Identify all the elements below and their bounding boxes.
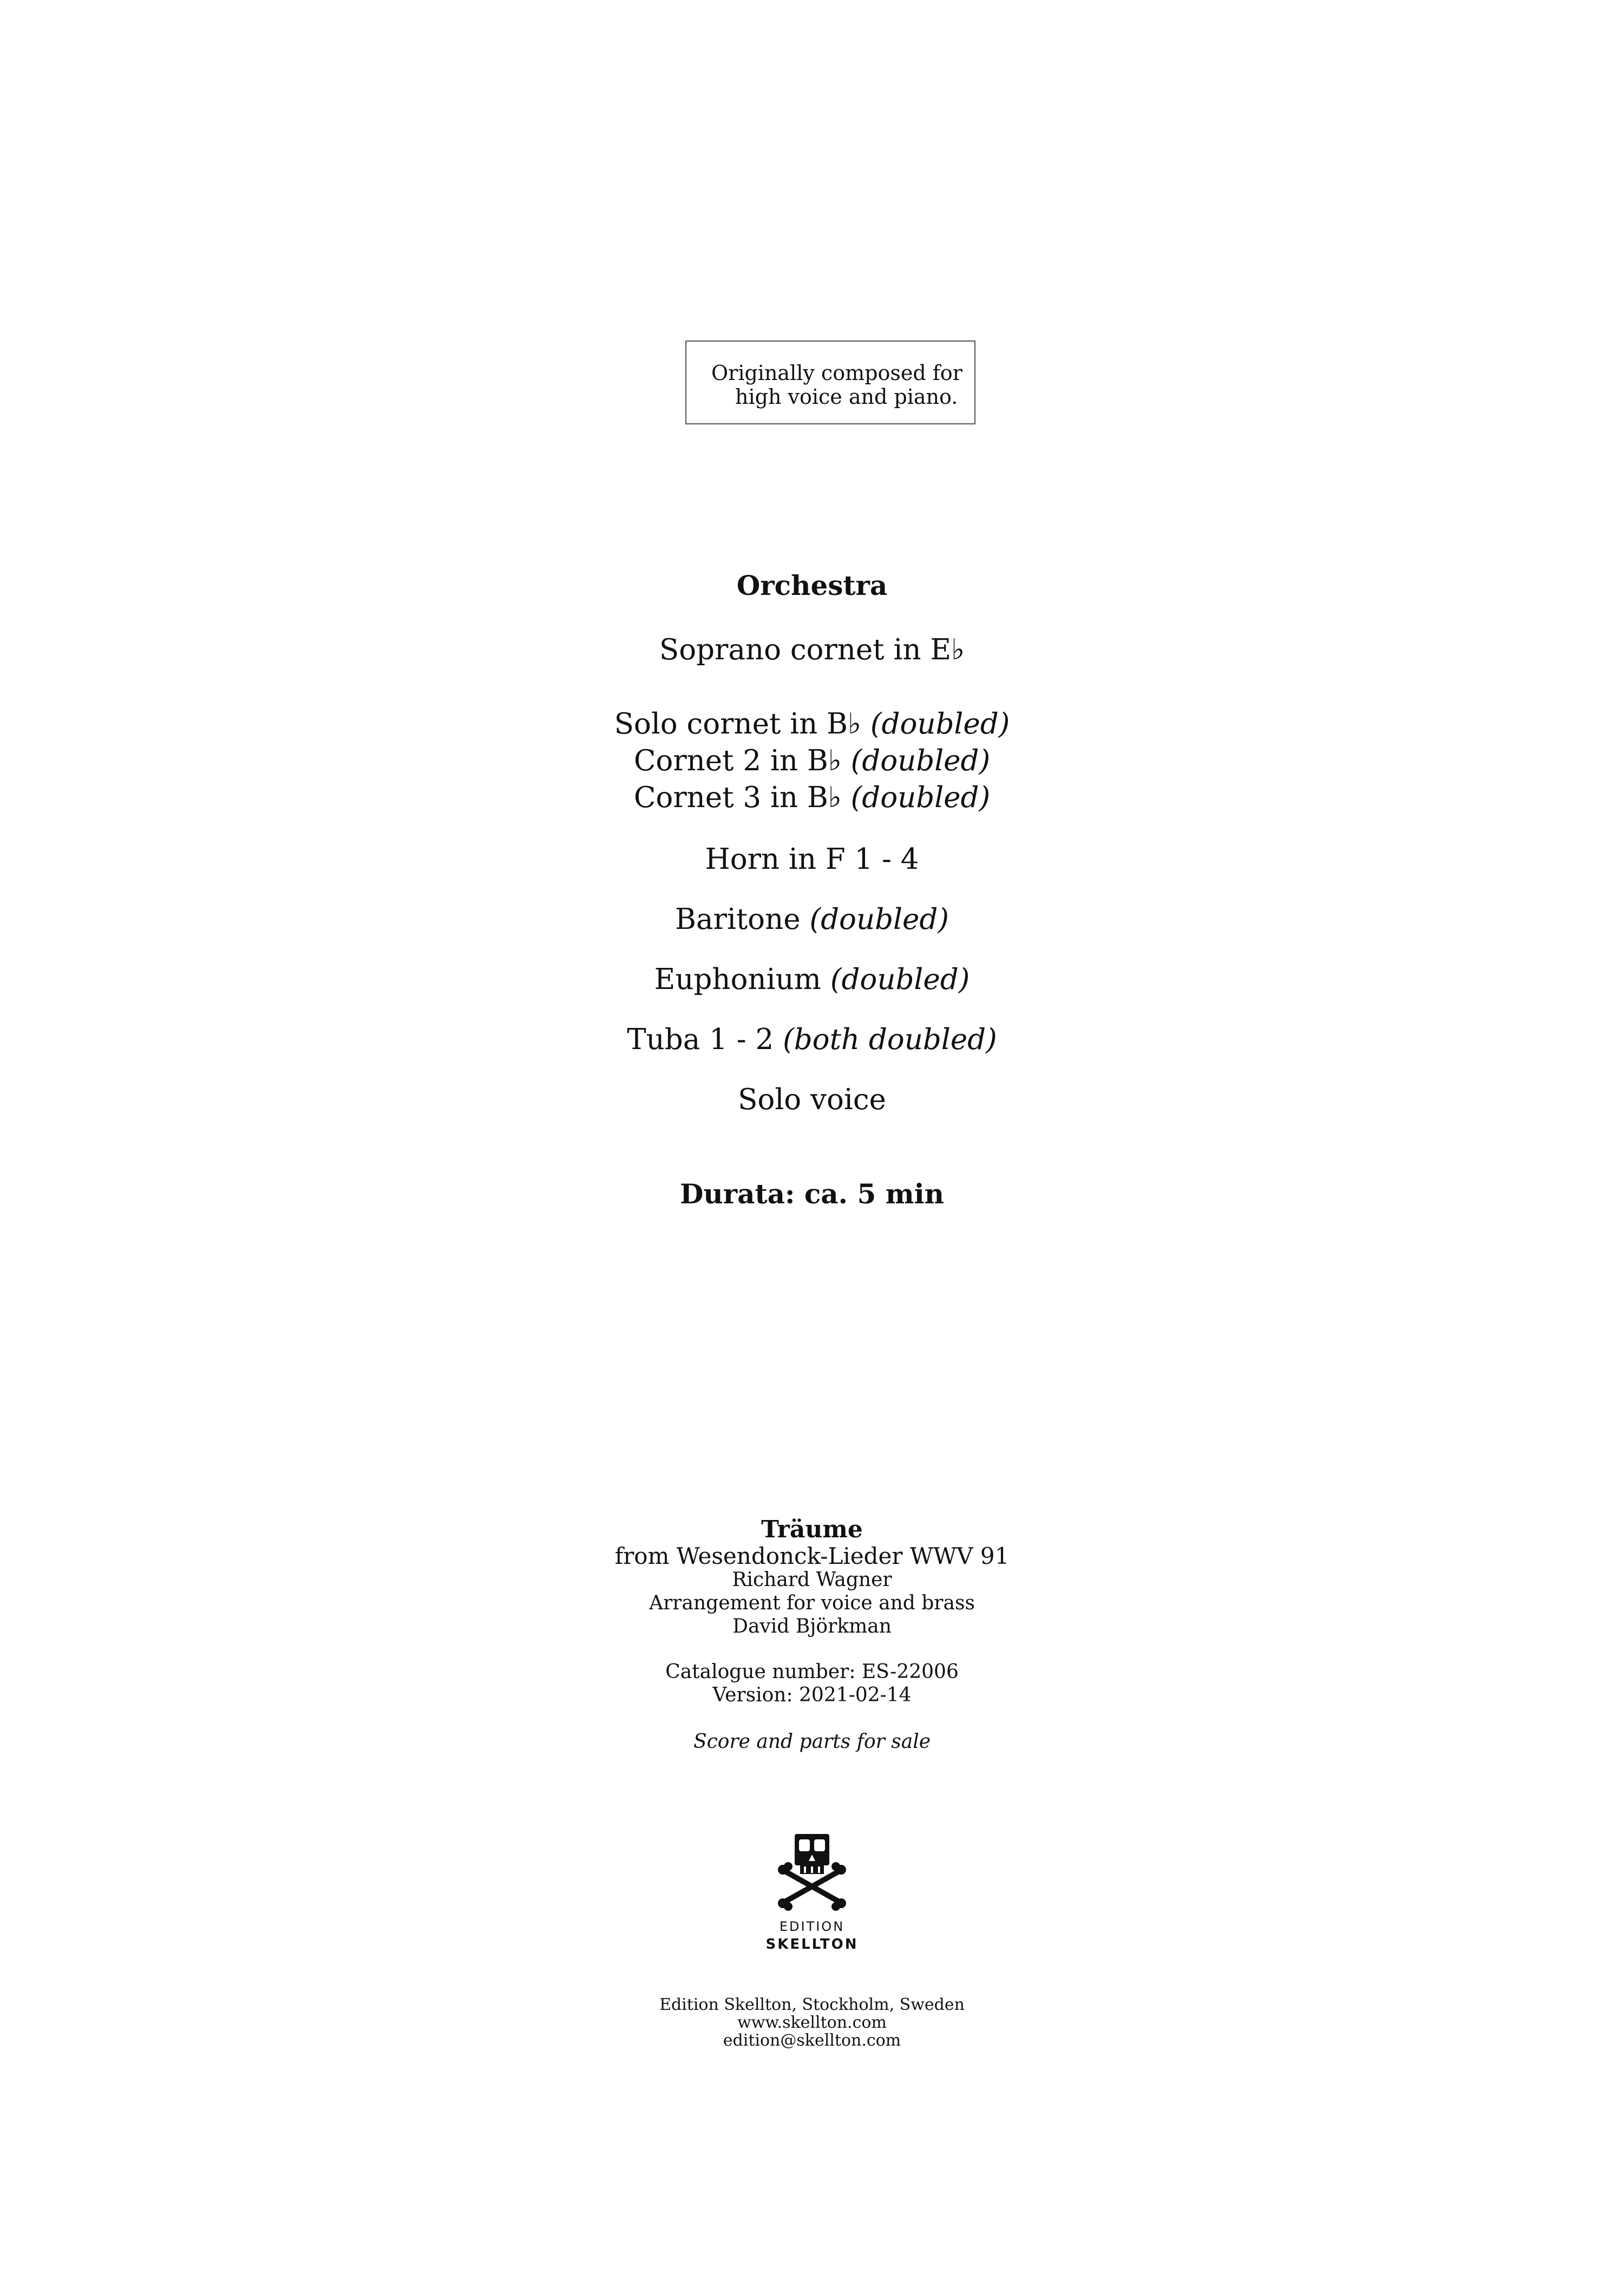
note-line-2: high voice and piano. bbox=[735, 385, 958, 409]
orchestra-heading: Orchestra bbox=[736, 569, 888, 601]
instrument-name: Cornet 2 in B♭ bbox=[633, 744, 842, 777]
arranger: David Björkman bbox=[732, 1615, 892, 1637]
duration: Durata: ca. 5 min bbox=[680, 1178, 944, 1210]
logo-text-skellton: SKELLTON bbox=[765, 1936, 859, 1953]
instrument-name: Horn in F 1 - 4 bbox=[705, 843, 919, 876]
instrument-name: Soprano cornet in E♭ bbox=[659, 633, 965, 666]
work-source: from Wesendonck-Lieder WWV 91 bbox=[614, 1543, 1010, 1569]
instrument-name: Tuba 1 - 2 bbox=[627, 1023, 774, 1056]
arrangement: Arrangement for voice and brass bbox=[649, 1592, 975, 1614]
instrument-cornet-3 bbox=[0, 781, 1624, 814]
version: Version: 2021-02-14 bbox=[712, 1684, 912, 1706]
instrument-qualifier: (both doubled) bbox=[783, 1023, 997, 1056]
publisher-email[interactable]: edition@skellton.com bbox=[723, 2031, 901, 2050]
publisher-address: Edition Skellton, Stockholm, Sweden bbox=[659, 1995, 965, 2014]
note-line-1: Originally composed for bbox=[711, 361, 962, 385]
instrument-qualifier: (doubled) bbox=[830, 963, 970, 996]
skull-crossbones-icon bbox=[774, 1830, 850, 1922]
instrument-name: Cornet 3 in B♭ bbox=[633, 781, 842, 814]
composer: Richard Wagner bbox=[732, 1569, 892, 1591]
instrument-name: Solo voice bbox=[738, 1083, 886, 1116]
instrument-qualifier: (doubled) bbox=[850, 744, 991, 777]
instrument-cornet-2 bbox=[0, 744, 1624, 777]
instrument-name: Euphonium bbox=[654, 963, 821, 996]
instrument-horn bbox=[0, 843, 1624, 876]
work-title: Träume bbox=[761, 1516, 863, 1543]
logo-text-edition: EDITION bbox=[779, 1919, 845, 1934]
availability: Score and parts for sale bbox=[693, 1731, 931, 1753]
instrument-soprano-cornet bbox=[0, 633, 1624, 666]
instrument-name: Baritone bbox=[675, 903, 801, 936]
instrument-tuba bbox=[0, 1023, 1624, 1056]
instrument-solo-voice bbox=[0, 1083, 1624, 1116]
instrument-solo-cornet bbox=[0, 707, 1624, 741]
instrument-qualifier: (doubled) bbox=[870, 707, 1010, 741]
publisher-website[interactable]: www.skellton.com bbox=[737, 2013, 887, 2032]
instrument-qualifier: (doubled) bbox=[809, 903, 949, 936]
instrument-baritone bbox=[0, 903, 1624, 936]
instrument-euphonium bbox=[0, 963, 1624, 996]
instrument-qualifier: (doubled) bbox=[850, 781, 991, 814]
instrument-name: Solo cornet in B♭ bbox=[614, 707, 861, 741]
catalogue-number: Catalogue number: ES-22006 bbox=[665, 1661, 959, 1683]
original-scoring-note bbox=[685, 340, 975, 424]
